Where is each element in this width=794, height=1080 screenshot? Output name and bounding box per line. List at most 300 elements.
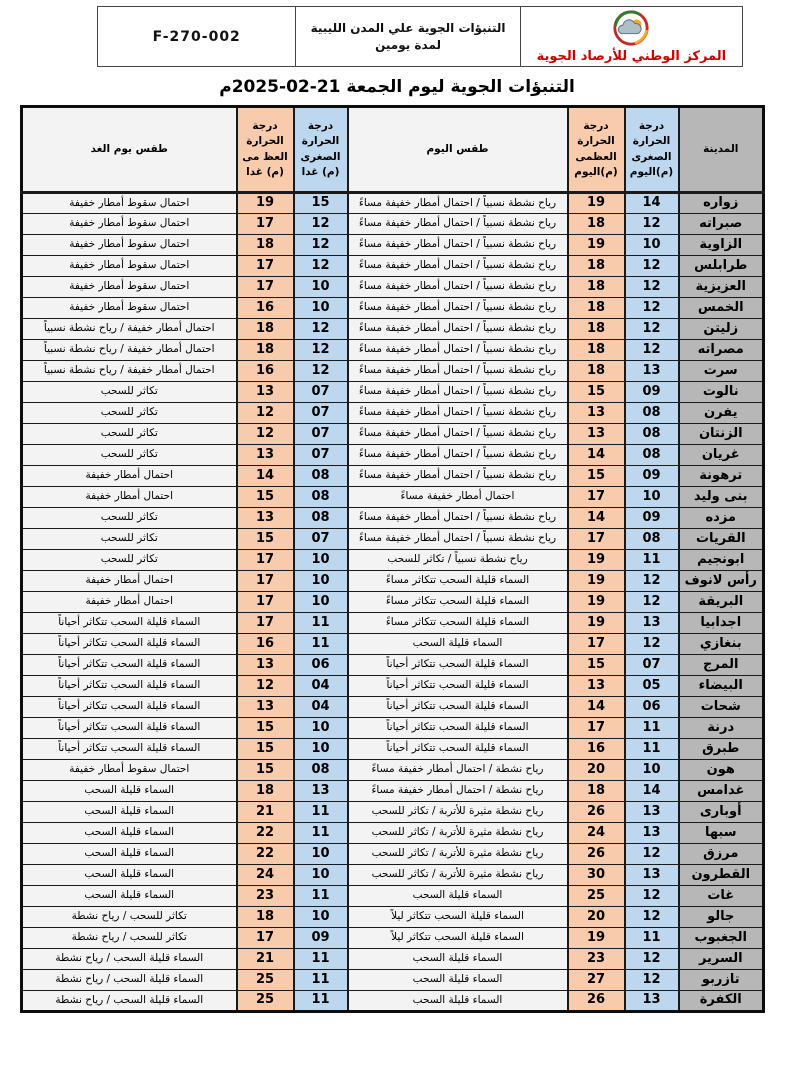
- today-max-cell: 14: [568, 697, 625, 718]
- tomorrow-weather-cell: السماء قليلة السحب / رياح نشطة: [22, 949, 237, 970]
- today-weather-cell: السماء قليلة السحب تتكاثر أحياناً: [348, 676, 568, 697]
- today-max-cell: 30: [568, 865, 625, 886]
- tomorrow-weather-cell: احتمال أمطار خفيفة / رياح نشطة نسبياً: [22, 361, 237, 382]
- today-max-cell: 14: [568, 508, 625, 529]
- today-min-cell: 09: [625, 508, 679, 529]
- today-max-cell: 25: [568, 886, 625, 907]
- today-min-cell: 11: [625, 718, 679, 739]
- table-row: [22, 823, 764, 844]
- tomorrow-max-cell: 13: [237, 697, 294, 718]
- today-min-cell: 11: [625, 928, 679, 949]
- city-cell: سبها: [679, 823, 764, 844]
- table-row: [22, 844, 764, 865]
- tomorrow-min-cell: 11: [294, 613, 348, 634]
- city-cell: اجدابيا: [679, 613, 764, 634]
- tomorrow-weather-cell: احتمال أمطار خفيفة / رياح نشطة نسبياً: [22, 340, 237, 361]
- header-today-max: درجة الحرارة العظمى (م)اليوم: [568, 107, 625, 193]
- table-row: [22, 970, 764, 991]
- today-max-cell: 15: [568, 382, 625, 403]
- today-weather-cell: رياح نشطة نسبياً / تكاثر للسحب: [348, 550, 568, 571]
- tomorrow-weather-cell: السماء قليلة السحب تتكاثر أحياناً: [22, 739, 237, 760]
- city-cell: المرج: [679, 655, 764, 676]
- today-min-cell: 12: [625, 256, 679, 277]
- tomorrow-weather-cell: تكاثر للسحب: [22, 424, 237, 445]
- city-cell: العزيزية: [679, 277, 764, 298]
- today-min-cell: 12: [625, 214, 679, 235]
- today-max-cell: 19: [568, 613, 625, 634]
- city-cell: البيضاء: [679, 676, 764, 697]
- tomorrow-max-cell: 17: [237, 592, 294, 613]
- today-max-cell: 15: [568, 466, 625, 487]
- today-weather-cell: رياح نشطة مثيرة للأتربة / تكاثر للسحب: [348, 844, 568, 865]
- tomorrow-max-cell: 17: [237, 550, 294, 571]
- tomorrow-weather-cell: احتمال سقوط أمطار خفيفة: [22, 298, 237, 319]
- today-weather-cell: رياح نشطة نسبياً / احتمال أمطار خفيفة مساءً: [348, 403, 568, 424]
- tomorrow-min-cell: 04: [294, 676, 348, 697]
- tomorrow-weather-cell: احتمال أمطار خفيفة: [22, 487, 237, 508]
- forecast-table-body: [22, 193, 764, 1012]
- table-row: [22, 949, 764, 970]
- today-max-cell: 24: [568, 823, 625, 844]
- today-max-cell: 17: [568, 487, 625, 508]
- city-cell: طرابلس: [679, 256, 764, 277]
- city-cell: غريان: [679, 445, 764, 466]
- city-cell: القريات: [679, 529, 764, 550]
- tomorrow-min-cell: 07: [294, 382, 348, 403]
- header-today-weather: طقس اليوم: [348, 107, 568, 193]
- today-min-cell: 12: [625, 970, 679, 991]
- tomorrow-weather-cell: السماء قليلة السحب تتكاثر أحياناً: [22, 634, 237, 655]
- table-row: [22, 886, 764, 907]
- today-min-cell: 08: [625, 403, 679, 424]
- today-weather-cell: رياح نشطة نسبياً / احتمال أمطار خفيفة مساءً: [348, 529, 568, 550]
- tomorrow-max-cell: 19: [237, 193, 294, 214]
- today-min-cell: 08: [625, 529, 679, 550]
- tomorrow-max-cell: 15: [237, 487, 294, 508]
- header-tomorrow-max: درجة الحرارة العظ مى (م) غدا: [237, 107, 294, 193]
- tomorrow-weather-cell: تكاثر للسحب: [22, 508, 237, 529]
- today-weather-cell: رياح نشطة نسبياً / احتمال أمطار خفيفة مساءً: [348, 340, 568, 361]
- tomorrow-min-cell: 12: [294, 319, 348, 340]
- tomorrow-max-cell: 17: [237, 277, 294, 298]
- tomorrow-min-cell: 15: [294, 193, 348, 214]
- table-row: [22, 445, 764, 466]
- today-max-cell: 13: [568, 676, 625, 697]
- tomorrow-max-cell: 13: [237, 445, 294, 466]
- tomorrow-max-cell: 14: [237, 466, 294, 487]
- tomorrow-weather-cell: السماء قليلة السحب: [22, 844, 237, 865]
- city-cell: طبرق: [679, 739, 764, 760]
- tomorrow-weather-cell: السماء قليلة السحب / رياح نشطة: [22, 991, 237, 1012]
- today-weather-cell: رياح نشطة نسبياً / احتمال أمطار خفيفة مساءً: [348, 256, 568, 277]
- tomorrow-weather-cell: احتمال سقوط أمطار خفيفة: [22, 277, 237, 298]
- tomorrow-max-cell: 17: [237, 613, 294, 634]
- tomorrow-max-cell: 23: [237, 886, 294, 907]
- today-min-cell: 09: [625, 382, 679, 403]
- today-max-cell: 15: [568, 655, 625, 676]
- tomorrow-max-cell: 18: [237, 319, 294, 340]
- table-row: [22, 466, 764, 487]
- tomorrow-weather-cell: السماء قليلة السحب: [22, 823, 237, 844]
- tomorrow-min-cell: 12: [294, 214, 348, 235]
- today-max-cell: 17: [568, 718, 625, 739]
- today-weather-cell: السماء قليلة السحب: [348, 991, 568, 1012]
- city-cell: القطرون: [679, 865, 764, 886]
- table-row: [22, 214, 764, 235]
- table-row: [22, 319, 764, 340]
- tomorrow-max-cell: 21: [237, 949, 294, 970]
- tomorrow-max-cell: 16: [237, 361, 294, 382]
- tomorrow-weather-cell: السماء قليلة السحب: [22, 802, 237, 823]
- today-max-cell: 23: [568, 949, 625, 970]
- today-weather-cell: السماء قليلة السحب تتكاثر أحياناً: [348, 697, 568, 718]
- table-row: [22, 592, 764, 613]
- table-row: [22, 739, 764, 760]
- today-max-cell: 18: [568, 298, 625, 319]
- tomorrow-max-cell: 24: [237, 865, 294, 886]
- city-cell: الكفرة: [679, 991, 764, 1012]
- table-row: [22, 571, 764, 592]
- today-max-cell: 26: [568, 844, 625, 865]
- today-min-cell: 12: [625, 298, 679, 319]
- today-max-cell: 17: [568, 634, 625, 655]
- today-weather-cell: رياح نشطة نسبياً / احتمال أمطار خفيفة مساءً: [348, 445, 568, 466]
- today-weather-cell: السماء قليلة السحب تتكاثر مساءً: [348, 613, 568, 634]
- city-cell: نالوت: [679, 382, 764, 403]
- header-today-min: درجة الحرارة الصغرى (م)اليوم: [625, 107, 679, 193]
- today-max-cell: 18: [568, 277, 625, 298]
- city-cell: بنغازي: [679, 634, 764, 655]
- today-max-cell: 19: [568, 550, 625, 571]
- tomorrow-weather-cell: تكاثر للسحب / رياح نشطة: [22, 928, 237, 949]
- today-min-cell: 13: [625, 865, 679, 886]
- tomorrow-min-cell: 08: [294, 466, 348, 487]
- city-cell: ابونجيم: [679, 550, 764, 571]
- today-min-cell: 12: [625, 949, 679, 970]
- tomorrow-weather-cell: تكاثر للسحب / رياح نشطة: [22, 907, 237, 928]
- tomorrow-min-cell: 10: [294, 571, 348, 592]
- tomorrow-weather-cell: تكاثر للسحب: [22, 529, 237, 550]
- table-row: [22, 340, 764, 361]
- form-code-cell: [98, 7, 295, 66]
- today-min-cell: 12: [625, 340, 679, 361]
- today-max-cell: 13: [568, 424, 625, 445]
- today-min-cell: 14: [625, 781, 679, 802]
- table-row: [22, 382, 764, 403]
- today-max-cell: 18: [568, 256, 625, 277]
- today-weather-cell: رياح نشطة نسبياً / احتمال أمطار خفيفة مساءً: [348, 277, 568, 298]
- city-cell: الخمس: [679, 298, 764, 319]
- table-row: [22, 907, 764, 928]
- tomorrow-min-cell: 13: [294, 781, 348, 802]
- tomorrow-max-cell: 15: [237, 739, 294, 760]
- table-row: [22, 256, 764, 277]
- tomorrow-weather-cell: السماء قليلة السحب تتكاثر أحياناً: [22, 655, 237, 676]
- tomorrow-min-cell: 12: [294, 340, 348, 361]
- today-min-cell: 13: [625, 613, 679, 634]
- tomorrow-min-cell: 12: [294, 256, 348, 277]
- tomorrow-max-cell: 18: [237, 907, 294, 928]
- today-weather-cell: رياح نشطة نسبياً / احتمال أمطار خفيفة مساءً: [348, 382, 568, 403]
- tomorrow-min-cell: 11: [294, 823, 348, 844]
- city-cell: الزنتان: [679, 424, 764, 445]
- tomorrow-weather-cell: السماء قليلة السحب: [22, 781, 237, 802]
- table-row: [22, 529, 764, 550]
- tomorrow-weather-cell: احتمال سقوط أمطار خفيفة: [22, 214, 237, 235]
- today-min-cell: 11: [625, 550, 679, 571]
- form-title-line1: التنبؤات الجوية علي المدن الليبية: [310, 20, 506, 35]
- today-max-cell: 26: [568, 802, 625, 823]
- tomorrow-weather-cell: احتمال أمطار خفيفة: [22, 571, 237, 592]
- header-tomorrow-min: درجة الحرارة الصغرى (م) غدا: [294, 107, 348, 193]
- city-cell: شحات: [679, 697, 764, 718]
- tomorrow-min-cell: 06: [294, 655, 348, 676]
- city-cell: الجغبوب: [679, 928, 764, 949]
- table-row: [22, 235, 764, 256]
- tomorrow-min-cell: 08: [294, 487, 348, 508]
- today-min-cell: 08: [625, 424, 679, 445]
- tomorrow-max-cell: 18: [237, 340, 294, 361]
- today-weather-cell: رياح نشطة نسبياً / احتمال أمطار خفيفة مساءً: [348, 214, 568, 235]
- org-header-cell: [520, 7, 742, 66]
- weather-center-logo-icon: [612, 9, 650, 47]
- table-row: [22, 508, 764, 529]
- today-weather-cell: رياح نشطة / احتمال أمطار خفيفة مساءً: [348, 781, 568, 802]
- header-tomorrow-weather: طقس يوم الغد: [22, 107, 237, 193]
- tomorrow-weather-cell: تكاثر للسحب: [22, 550, 237, 571]
- today-weather-cell: السماء قليلة السحب: [348, 949, 568, 970]
- tomorrow-weather-cell: تكاثر للسحب: [22, 382, 237, 403]
- tomorrow-weather-cell: تكاثر للسحب: [22, 403, 237, 424]
- today-max-cell: 27: [568, 970, 625, 991]
- table-row: [22, 655, 764, 676]
- today-min-cell: 08: [625, 445, 679, 466]
- tomorrow-min-cell: 10: [294, 865, 348, 886]
- tomorrow-min-cell: 11: [294, 970, 348, 991]
- city-cell: سرت: [679, 361, 764, 382]
- today-max-cell: 14: [568, 445, 625, 466]
- tomorrow-max-cell: 15: [237, 718, 294, 739]
- tomorrow-max-cell: 17: [237, 214, 294, 235]
- tomorrow-max-cell: 18: [237, 781, 294, 802]
- form-code: F-270-002: [152, 28, 241, 45]
- org-name: المركز الوطني للأرصاد الجوية: [536, 49, 727, 64]
- today-min-cell: 13: [625, 802, 679, 823]
- today-max-cell: 19: [568, 193, 625, 214]
- today-min-cell: 13: [625, 991, 679, 1012]
- today-min-cell: 12: [625, 634, 679, 655]
- today-min-cell: 12: [625, 844, 679, 865]
- forecast-table: [20, 105, 765, 1013]
- today-min-cell: 13: [625, 361, 679, 382]
- today-weather-cell: رياح نشطة نسبياً / احتمال أمطار خفيفة مساءً: [348, 508, 568, 529]
- today-weather-cell: السماء قليلة السحب تتكاثر ليلاً: [348, 928, 568, 949]
- today-weather-cell: السماء قليلة السحب تتكاثر مساءً: [348, 571, 568, 592]
- today-min-cell: 12: [625, 592, 679, 613]
- city-cell: يفرن: [679, 403, 764, 424]
- today-weather-cell: السماء قليلة السحب تتكاثر أحياناً: [348, 655, 568, 676]
- today-min-cell: 11: [625, 739, 679, 760]
- today-weather-cell: رياح نشطة نسبياً / احتمال أمطار خفيفة مساءً: [348, 361, 568, 382]
- tomorrow-weather-cell: احتمال سقوط أمطار خفيفة: [22, 760, 237, 781]
- today-max-cell: 18: [568, 319, 625, 340]
- city-cell: زواره: [679, 193, 764, 214]
- tomorrow-weather-cell: السماء قليلة السحب تتكاثر أحياناً: [22, 697, 237, 718]
- tomorrow-weather-cell: احتمال أمطار خفيفة: [22, 592, 237, 613]
- tomorrow-min-cell: 12: [294, 235, 348, 256]
- table-row: [22, 403, 764, 424]
- tomorrow-max-cell: 12: [237, 424, 294, 445]
- table-row: [22, 613, 764, 634]
- table-row: [22, 697, 764, 718]
- tomorrow-weather-cell: السماء قليلة السحب: [22, 865, 237, 886]
- tomorrow-weather-cell: تكاثر للسحب: [22, 445, 237, 466]
- tomorrow-weather-cell: السماء قليلة السحب تتكاثر أحياناً: [22, 613, 237, 634]
- city-cell: مزده: [679, 508, 764, 529]
- today-max-cell: 20: [568, 760, 625, 781]
- tomorrow-weather-cell: احتمال سقوط أمطار خفيفة: [22, 256, 237, 277]
- today-min-cell: 12: [625, 277, 679, 298]
- today-min-cell: 09: [625, 466, 679, 487]
- tomorrow-min-cell: 04: [294, 697, 348, 718]
- tomorrow-max-cell: 17: [237, 571, 294, 592]
- today-max-cell: 18: [568, 214, 625, 235]
- today-max-cell: 18: [568, 361, 625, 382]
- today-min-cell: 13: [625, 823, 679, 844]
- city-cell: غدامس: [679, 781, 764, 802]
- today-weather-cell: السماء قليلة السحب تتكاثر ليلاً: [348, 907, 568, 928]
- tomorrow-min-cell: 10: [294, 739, 348, 760]
- tomorrow-weather-cell: احتمال أمطار خفيفة: [22, 466, 237, 487]
- today-weather-cell: رياح نشطة مثيرة للأتربة / تكاثر للسحب: [348, 802, 568, 823]
- tomorrow-weather-cell: السماء قليلة السحب: [22, 886, 237, 907]
- table-row: [22, 865, 764, 886]
- city-cell: ترهونة: [679, 466, 764, 487]
- form-title-cell: [295, 7, 519, 66]
- tomorrow-weather-cell: احتمال أمطار خفيفة / رياح نشطة نسبياً: [22, 319, 237, 340]
- today-min-cell: 10: [625, 235, 679, 256]
- table-row: [22, 760, 764, 781]
- tomorrow-max-cell: 25: [237, 970, 294, 991]
- tomorrow-min-cell: 10: [294, 298, 348, 319]
- city-cell: صبراته: [679, 214, 764, 235]
- tomorrow-min-cell: 12: [294, 361, 348, 382]
- tomorrow-min-cell: 07: [294, 403, 348, 424]
- today-min-cell: 10: [625, 487, 679, 508]
- today-weather-cell: رياح نشطة نسبياً / احتمال أمطار خفيفة مساءً: [348, 235, 568, 256]
- page-title: التنبؤات الجوية ليوم الجمعة 21-02-2025م: [219, 77, 575, 97]
- tomorrow-min-cell: 09: [294, 928, 348, 949]
- today-min-cell: 05: [625, 676, 679, 697]
- table-row: [22, 277, 764, 298]
- today-weather-cell: رياح نشطة / احتمال أمطار خفيفة مساءً: [348, 760, 568, 781]
- today-max-cell: 16: [568, 739, 625, 760]
- today-weather-cell: السماء قليلة السحب: [348, 634, 568, 655]
- form-header: [97, 6, 743, 67]
- tomorrow-max-cell: 18: [237, 235, 294, 256]
- tomorrow-min-cell: 11: [294, 634, 348, 655]
- tomorrow-min-cell: 10: [294, 718, 348, 739]
- tomorrow-max-cell: 25: [237, 991, 294, 1012]
- tomorrow-min-cell: 11: [294, 886, 348, 907]
- today-max-cell: 19: [568, 235, 625, 256]
- city-cell: مرزق: [679, 844, 764, 865]
- city-cell: بنى وليد: [679, 487, 764, 508]
- tomorrow-min-cell: 10: [294, 907, 348, 928]
- today-min-cell: 12: [625, 319, 679, 340]
- today-max-cell: 18: [568, 340, 625, 361]
- tomorrow-max-cell: 12: [237, 676, 294, 697]
- tomorrow-max-cell: 12: [237, 403, 294, 424]
- tomorrow-min-cell: 11: [294, 949, 348, 970]
- tomorrow-max-cell: 22: [237, 844, 294, 865]
- table-row: [22, 550, 764, 571]
- tomorrow-min-cell: 07: [294, 424, 348, 445]
- today-min-cell: 10: [625, 760, 679, 781]
- header-city: المدينة: [679, 107, 764, 193]
- tomorrow-max-cell: 15: [237, 529, 294, 550]
- today-weather-cell: رياح نشطة نسبياً / احتمال أمطار خفيفة مساءً: [348, 193, 568, 214]
- today-min-cell: 12: [625, 571, 679, 592]
- city-cell: درنة: [679, 718, 764, 739]
- today-max-cell: 19: [568, 571, 625, 592]
- tomorrow-max-cell: 22: [237, 823, 294, 844]
- today-weather-cell: رياح نشطة نسبياً / احتمال أمطار خفيفة مساءً: [348, 298, 568, 319]
- city-cell: هون: [679, 760, 764, 781]
- today-max-cell: 13: [568, 403, 625, 424]
- tomorrow-weather-cell: السماء قليلة السحب تتكاثر أحياناً: [22, 718, 237, 739]
- tomorrow-min-cell: 07: [294, 529, 348, 550]
- today-weather-cell: السماء قليلة السحب تتكاثر أحياناً: [348, 718, 568, 739]
- table-row: [22, 718, 764, 739]
- today-min-cell: 06: [625, 697, 679, 718]
- tomorrow-min-cell: 10: [294, 277, 348, 298]
- tomorrow-max-cell: 21: [237, 802, 294, 823]
- tomorrow-weather-cell: احتمال سقوط أمطار خفيفة: [22, 235, 237, 256]
- tomorrow-min-cell: 11: [294, 991, 348, 1012]
- tomorrow-max-cell: 13: [237, 382, 294, 403]
- city-cell: البريقة: [679, 592, 764, 613]
- tomorrow-min-cell: 08: [294, 508, 348, 529]
- table-row: [22, 487, 764, 508]
- today-weather-cell: رياح نشطة مثيرة للأتربة / تكاثر للسحب: [348, 823, 568, 844]
- tomorrow-weather-cell: احتمال سقوط أمطار خفيفة: [22, 193, 237, 214]
- tomorrow-max-cell: 16: [237, 298, 294, 319]
- today-min-cell: 12: [625, 886, 679, 907]
- tomorrow-weather-cell: السماء قليلة السحب تتكاثر أحياناً: [22, 676, 237, 697]
- today-weather-cell: السماء قليلة السحب: [348, 886, 568, 907]
- today-weather-cell: رياح نشطة نسبياً / احتمال أمطار خفيفة مساءً: [348, 319, 568, 340]
- tomorrow-weather-cell: السماء قليلة السحب / رياح نشطة: [22, 970, 237, 991]
- today-weather-cell: السماء قليلة السحب تتكاثر أحياناً: [348, 739, 568, 760]
- today-max-cell: 26: [568, 991, 625, 1012]
- city-cell: رأس لانوف: [679, 571, 764, 592]
- tomorrow-max-cell: 13: [237, 508, 294, 529]
- tomorrow-max-cell: 17: [237, 928, 294, 949]
- table-row: [22, 781, 764, 802]
- table-row: [22, 424, 764, 445]
- table-row: [22, 634, 764, 655]
- today-weather-cell: السماء قليلة السحب تتكاثر مساءً: [348, 592, 568, 613]
- tomorrow-min-cell: 10: [294, 844, 348, 865]
- table-row: [22, 991, 764, 1012]
- city-cell: مصراته: [679, 340, 764, 361]
- today-max-cell: 18: [568, 781, 625, 802]
- city-cell: تازربو: [679, 970, 764, 991]
- table-row: [22, 298, 764, 319]
- tomorrow-max-cell: 17: [237, 256, 294, 277]
- tomorrow-min-cell: 10: [294, 550, 348, 571]
